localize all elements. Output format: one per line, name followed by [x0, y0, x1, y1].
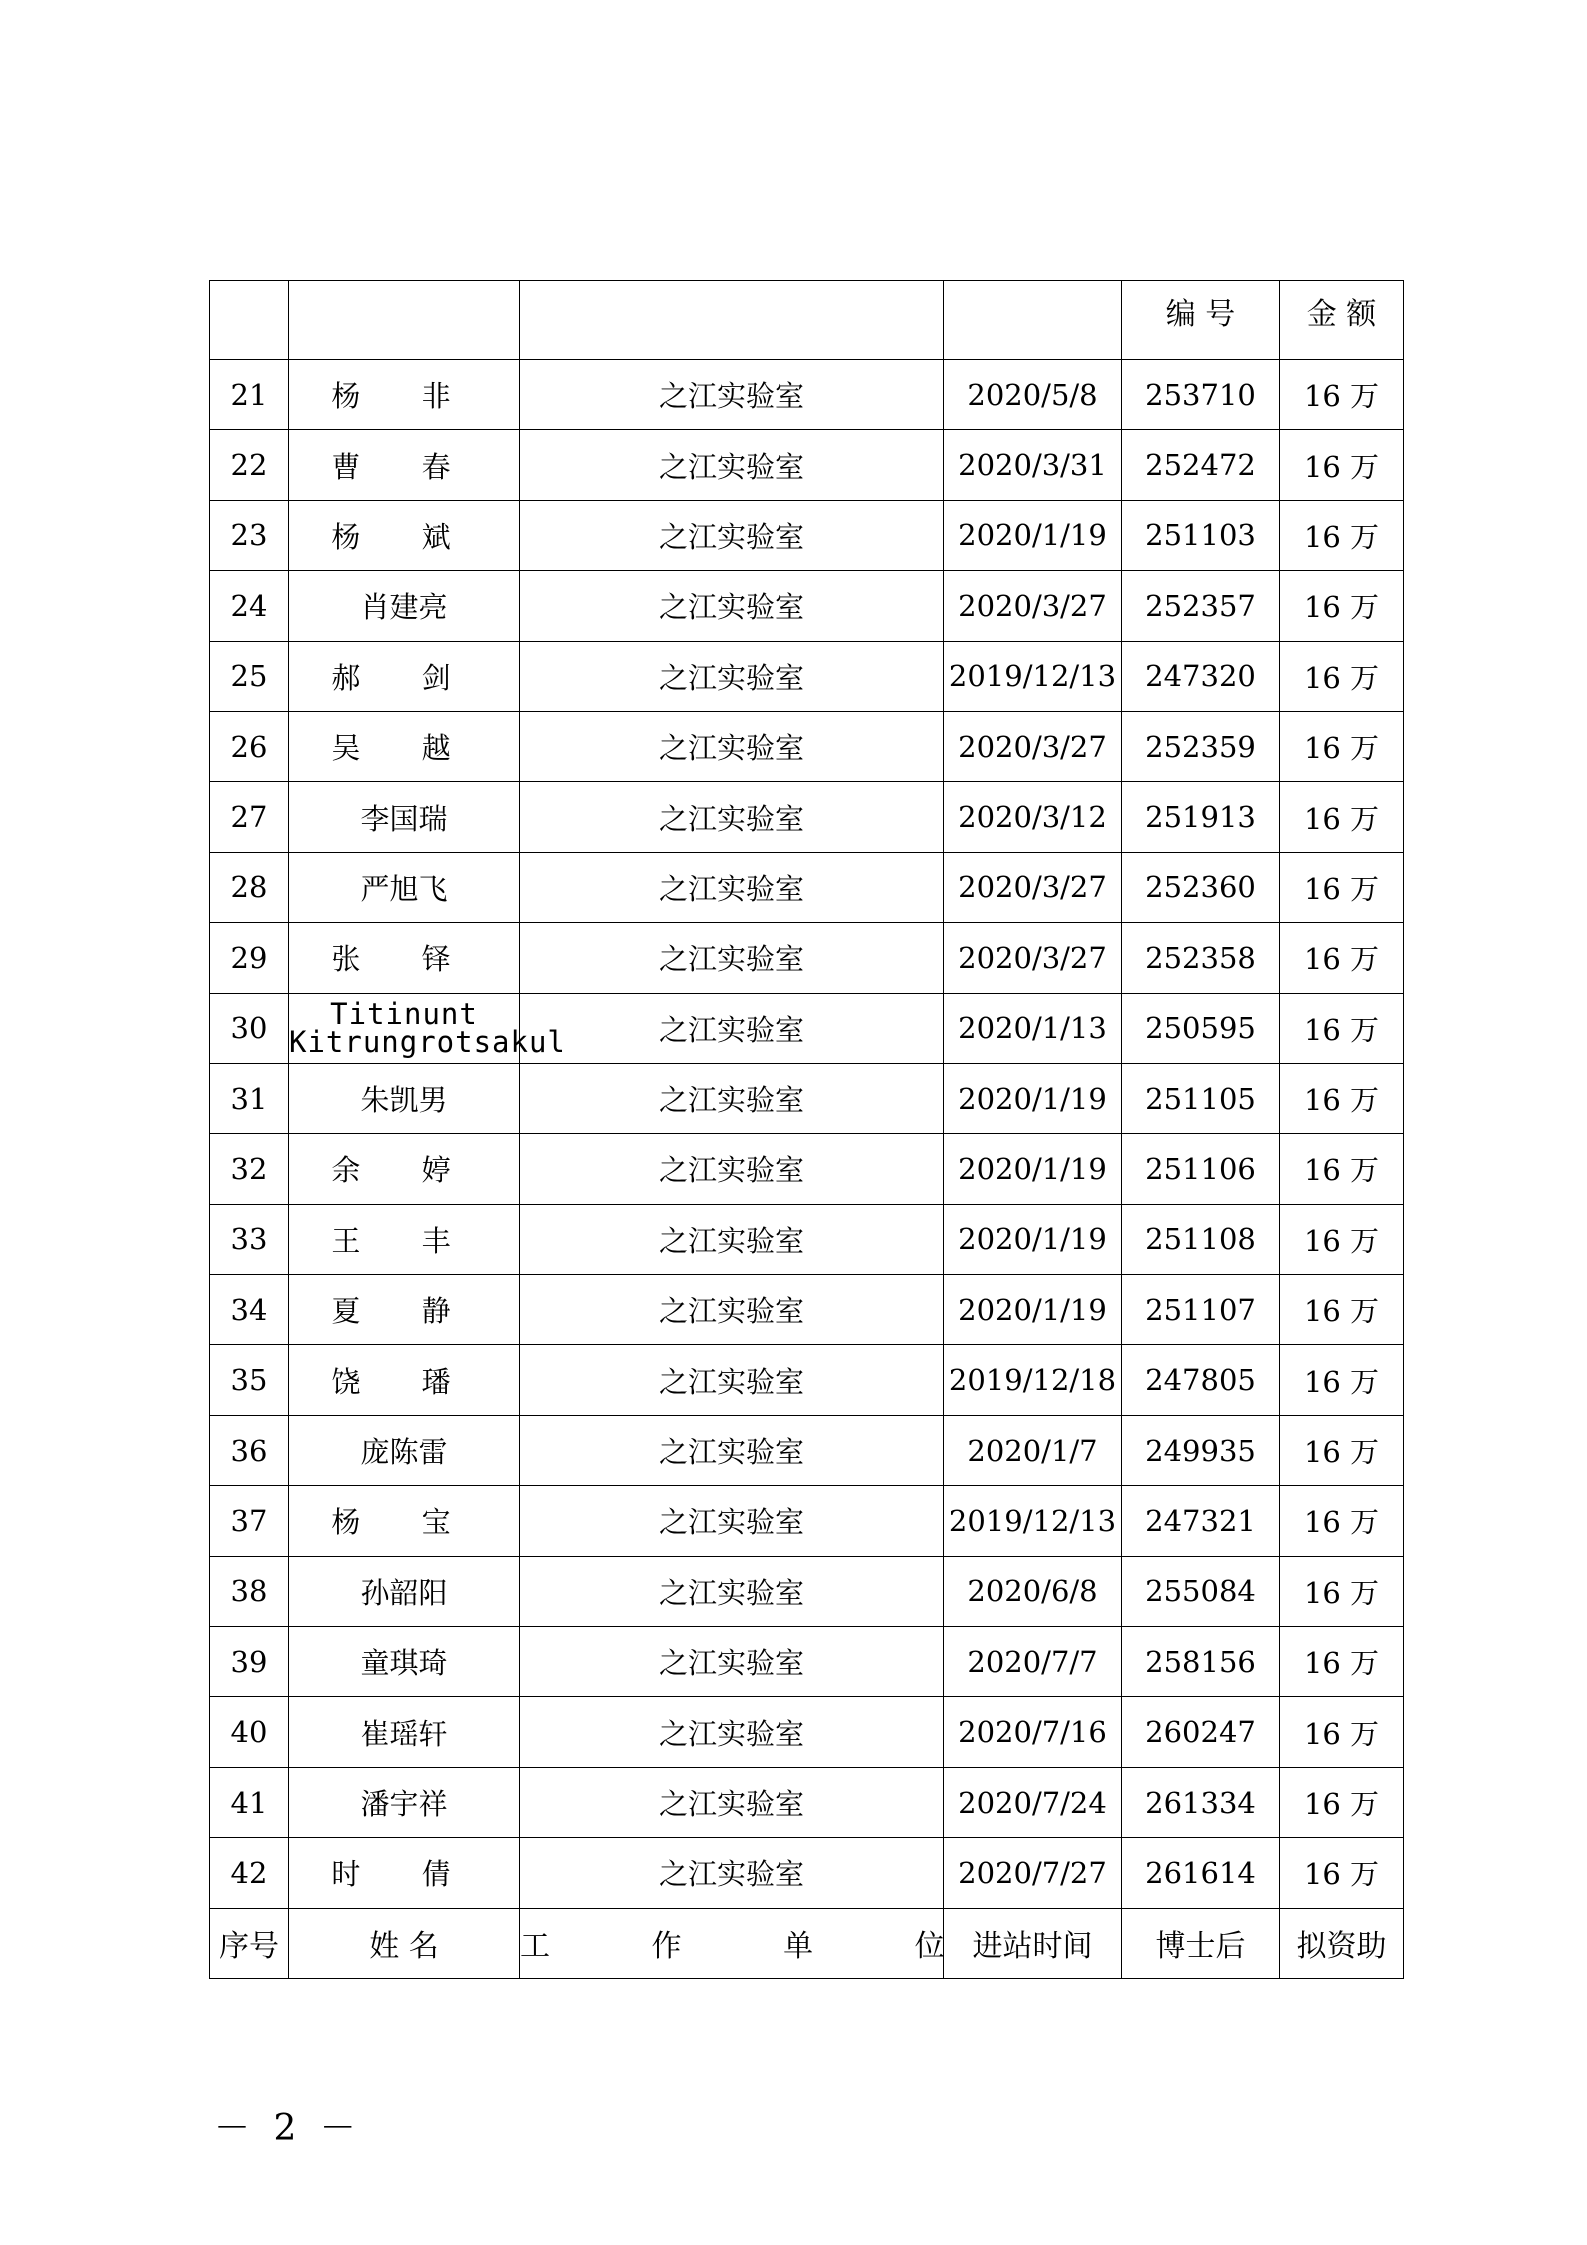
row-name: 王 丰 [289, 1204, 520, 1274]
row-unit: 之江实验室 [520, 1556, 944, 1626]
row-amount: 16 万 [1280, 430, 1404, 500]
row-amount: 16 万 [1280, 923, 1404, 993]
row-number: 38 [210, 1556, 289, 1626]
row-amount: 16 万 [1280, 782, 1404, 852]
row-date: 2020/1/19 [944, 1134, 1122, 1204]
row-unit: 之江实验室 [520, 1345, 944, 1415]
row-unit: 之江实验室 [520, 641, 944, 711]
row-name: 饶 璠 [289, 1345, 520, 1415]
row-amount: 16 万 [1280, 1697, 1404, 1767]
row-amount: 16 万 [1280, 1275, 1404, 1345]
row-date: 2020/3/12 [944, 782, 1122, 852]
row-date: 2020/1/19 [944, 1275, 1122, 1345]
table-row [210, 1063, 1404, 1133]
row-date: 2019/12/18 [944, 1345, 1122, 1415]
row-code: 252360 [1122, 852, 1280, 922]
row-date: 2020/7/24 [944, 1767, 1122, 1837]
row-number: 40 [210, 1697, 289, 1767]
row-unit: 之江实验室 [520, 1838, 944, 1908]
row-name: 杨 斌 [289, 500, 520, 570]
header-date-top [944, 281, 1122, 360]
row-number: 34 [210, 1275, 289, 1345]
row-code: 247321 [1122, 1486, 1280, 1556]
row-number: 21 [210, 360, 289, 430]
row-amount: 16 万 [1280, 1204, 1404, 1274]
header-unit: 工 作 单 位 [520, 1908, 944, 1978]
row-unit: 之江实验室 [520, 993, 944, 1063]
row-amount: 16 万 [1280, 1556, 1404, 1626]
row-number: 29 [210, 923, 289, 993]
row-amount: 16 万 [1280, 1486, 1404, 1556]
row-name: 夏 静 [289, 1275, 520, 1345]
header-name: 姓 名 [289, 1908, 520, 1978]
row-name-line1: Titinunt [330, 997, 478, 1032]
row-amount: 16 万 [1280, 711, 1404, 781]
table-row [210, 500, 1404, 570]
row-code: 251103 [1122, 500, 1280, 570]
header-code: 博士后 [1122, 1908, 1280, 1978]
table-row [210, 1415, 1404, 1485]
table-row [210, 430, 1404, 500]
table-row [210, 1204, 1404, 1274]
table-row [210, 1627, 1404, 1697]
row-code: 261334 [1122, 1767, 1280, 1837]
table-row [210, 641, 1404, 711]
row-amount: 16 万 [1280, 1415, 1404, 1485]
row-unit: 之江实验室 [520, 923, 944, 993]
row-unit: 之江实验室 [520, 430, 944, 500]
header-unit-top [520, 281, 944, 360]
row-number: 37 [210, 1486, 289, 1556]
row-code: 260247 [1122, 1697, 1280, 1767]
table-row [210, 1767, 1404, 1837]
row-code: 251106 [1122, 1134, 1280, 1204]
row-name: 曹 春 [289, 430, 520, 500]
row-number: 36 [210, 1415, 289, 1485]
row-date: 2020/5/8 [944, 360, 1122, 430]
row-unit: 之江实验室 [520, 1275, 944, 1345]
row-name: 吴 越 [289, 711, 520, 781]
row-code: 252359 [1122, 711, 1280, 781]
header-code-top: 编 号 [1122, 281, 1280, 360]
row-number: 31 [210, 1063, 289, 1133]
row-unit: 之江实验室 [520, 852, 944, 922]
row-name: 朱凯男 [289, 1063, 520, 1133]
row-date: 2020/3/27 [944, 923, 1122, 993]
postdoc-funding-table [209, 280, 1404, 1979]
row-amount: 16 万 [1280, 1838, 1404, 1908]
row-unit: 之江实验室 [520, 1134, 944, 1204]
header-date: 进站时间 [944, 1908, 1122, 1978]
row-number: 22 [210, 430, 289, 500]
row-name: 时 倩 [289, 1838, 520, 1908]
table-row [210, 1275, 1404, 1345]
row-unit: 之江实验室 [520, 1697, 944, 1767]
row-number: 25 [210, 641, 289, 711]
row-code: 249935 [1122, 1415, 1280, 1485]
row-name: 杨 宝 [289, 1486, 520, 1556]
row-unit: 之江实验室 [520, 782, 944, 852]
table-row [210, 571, 1404, 641]
row-date: 2020/3/27 [944, 711, 1122, 781]
row-number: 41 [210, 1767, 289, 1837]
table-header-top [210, 281, 1404, 360]
table-row [210, 1838, 1404, 1908]
row-number: 30 [210, 993, 289, 1063]
row-amount: 16 万 [1280, 1063, 1404, 1133]
row-code: 251107 [1122, 1275, 1280, 1345]
row-amount: 16 万 [1280, 852, 1404, 922]
row-code: 252358 [1122, 923, 1280, 993]
row-date: 2020/7/27 [944, 1838, 1122, 1908]
row-code: 251105 [1122, 1063, 1280, 1133]
row-unit: 之江实验室 [520, 1767, 944, 1837]
row-code: 251108 [1122, 1204, 1280, 1274]
table-row [210, 1556, 1404, 1626]
row-amount: 16 万 [1280, 1627, 1404, 1697]
row-number: 33 [210, 1204, 289, 1274]
row-date: 2020/1/13 [944, 993, 1122, 1063]
row-name: 余 婷 [289, 1134, 520, 1204]
row-number: 24 [210, 571, 289, 641]
row-name [289, 993, 566, 1063]
row-unit: 之江实验室 [520, 571, 944, 641]
row-amount: 16 万 [1280, 1345, 1404, 1415]
row-date: 2020/1/19 [944, 1204, 1122, 1274]
row-name: 郝 剑 [289, 641, 520, 711]
row-code: 253710 [1122, 360, 1280, 430]
row-date: 2020/3/31 [944, 430, 1122, 500]
row-date: 2020/1/19 [944, 500, 1122, 570]
row-name-line2: Kitrungrotsakul [289, 1025, 566, 1060]
row-date: 2019/12/13 [944, 1486, 1122, 1556]
page-number: － 2 － [214, 2108, 362, 2149]
row-number: 39 [210, 1627, 289, 1697]
row-name: 潘宇祥 [289, 1767, 520, 1837]
row-amount: 16 万 [1280, 641, 1404, 711]
row-unit: 之江实验室 [520, 711, 944, 781]
row-name: 杨 非 [289, 360, 520, 430]
header-name-top [289, 281, 520, 360]
row-unit: 之江实验室 [520, 1063, 944, 1133]
row-code: 250595 [1122, 993, 1280, 1063]
row-unit: 之江实验室 [520, 1415, 944, 1485]
header-no-top [210, 281, 289, 360]
row-name: 严旭飞 [289, 852, 520, 922]
row-code: 247805 [1122, 1345, 1280, 1415]
row-date: 2020/1/19 [944, 1063, 1122, 1133]
row-number: 42 [210, 1838, 289, 1908]
row-amount: 16 万 [1280, 993, 1404, 1063]
row-amount: 16 万 [1280, 500, 1404, 570]
row-code: 252357 [1122, 571, 1280, 641]
row-unit: 之江实验室 [520, 1204, 944, 1274]
row-date: 2020/1/7 [944, 1415, 1122, 1485]
table-row [210, 923, 1404, 993]
row-name: 庞陈雷 [289, 1415, 520, 1485]
row-code: 247320 [1122, 641, 1280, 711]
row-date: 2020/7/7 [944, 1627, 1122, 1697]
row-number: 28 [210, 852, 289, 922]
row-name: 童琪琦 [289, 1627, 520, 1697]
table-row [210, 993, 1404, 1063]
row-code: 252472 [1122, 430, 1280, 500]
row-amount: 16 万 [1280, 1134, 1404, 1204]
table-row [210, 711, 1404, 781]
table-row [210, 1134, 1404, 1204]
row-number: 27 [210, 782, 289, 852]
table-row [210, 1345, 1404, 1415]
table-row [210, 1697, 1404, 1767]
row-unit: 之江实验室 [520, 500, 944, 570]
row-name: 孙韶阳 [289, 1556, 520, 1626]
row-unit: 之江实验室 [520, 360, 944, 430]
row-name: 张 铎 [289, 923, 520, 993]
table-header-bottom [210, 1908, 1404, 1978]
header-amount-top: 金 额 [1280, 281, 1404, 360]
table-row [210, 852, 1404, 922]
row-date: 2019/12/13 [944, 641, 1122, 711]
row-date: 2020/7/16 [944, 1697, 1122, 1767]
row-number: 32 [210, 1134, 289, 1204]
header-no: 序号 [210, 1908, 289, 1978]
row-amount: 16 万 [1280, 360, 1404, 430]
row-amount: 16 万 [1280, 1767, 1404, 1837]
row-name: 崔瑶轩 [289, 1697, 520, 1767]
row-code: 258156 [1122, 1627, 1280, 1697]
row-number: 35 [210, 1345, 289, 1415]
header-amount: 拟资助 [1280, 1908, 1404, 1978]
table-row [210, 360, 1404, 430]
row-name: 李国瑞 [289, 782, 520, 852]
row-number: 26 [210, 711, 289, 781]
row-unit: 之江实验室 [520, 1486, 944, 1556]
row-code: 251913 [1122, 782, 1280, 852]
row-date: 2020/3/27 [944, 571, 1122, 641]
row-date: 2020/6/8 [944, 1556, 1122, 1626]
row-code: 261614 [1122, 1838, 1280, 1908]
row-number: 23 [210, 500, 289, 570]
table-row [210, 1486, 1404, 1556]
row-name: 肖建亮 [289, 571, 520, 641]
table-row [210, 782, 1404, 852]
row-date: 2020/3/27 [944, 852, 1122, 922]
row-amount: 16 万 [1280, 571, 1404, 641]
row-unit: 之江实验室 [520, 1627, 944, 1697]
row-code: 255084 [1122, 1556, 1280, 1626]
